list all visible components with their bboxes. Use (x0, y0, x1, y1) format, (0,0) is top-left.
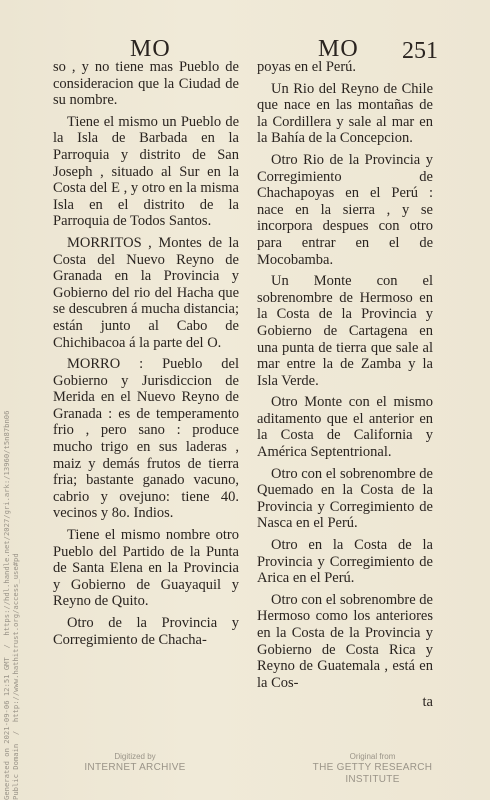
paragraph: Un Monte con el sobrenombre de Hermoso en la Costa de la Provincia y Gobierno de Cartagena en una punta de tierra que sale al mar entre la de Zamba y la Isla Verde. (257, 273, 433, 389)
paragraph: Otro en la Costa de la Provincia y Corregimiento de Arica en el Perú. (257, 537, 433, 587)
paragraph: Tiene el mismo un Pueblo de la Isla de Barbada en la Parroquia y distrito de San Joseph , situado al Sur en la Costa del E , y otro en la misma Isla en el distrito de la Parroquia de Todos Santos. (53, 113, 239, 230)
paragraph: Otro Rio de la Provincia y Corregimiento de Chachapoyas en el Perú : nace en la sierra , y se incorpora despues con otro para entrar en el de Mocobamba. (257, 151, 433, 268)
getty-institute-label: THE GETTY RESEARCH INSTITUTE (312, 762, 433, 785)
paragraph: so , y no tiene mas Pueblo de consideracion que la Ciudad de su nombre. (53, 59, 239, 109)
paragraph: MORRITOS , Montes de la Costa del Nuevo Reyno de Granada en la Provincia y Gobierno del rio del Hacha que se descubren á mucha distancia; están junto al Cabo de Chichibacoa á la parte del O. (53, 234, 240, 351)
paragraph: MORRO : Pueblo del Gobierno y Jurisdiccion de Merida en el Nuevo Reyno de Granada : es de temperamento frio , pero sano : produce mucho trigo en sus laderas , maiz y demás frutos de tierra fria; bastante ganado vacuno, cabrio y ovejuno: tiene 40. vecinos y 8o. Indios. (53, 356, 239, 522)
paragraph: Un Rio del Reyno de Chile que nace en las montañas de la Cordillera y sale al mar en la Bahía de la Concepcion. (257, 80, 433, 147)
internet-archive-label: INTERNET ARCHIVE (84, 762, 186, 773)
running-head-right: MO (318, 36, 359, 62)
paragraph: Otro de la Provincia y Corregimiento de Chacha- (53, 615, 239, 648)
right-column (257, 59, 433, 711)
running-head-left: MO (130, 36, 171, 62)
page-number: 251 (402, 38, 438, 64)
catchword: ta (422, 694, 433, 711)
digitization-footer (0, 752, 490, 792)
paragraph: Otro con el sobrenombre de Hermoso como los anteriores en la Costa de la Provincia y Gobierno de Costa Rica y Reyno de Guatemala , está en la Cos- (257, 591, 433, 691)
paragraph: Otro Monte con el mismo aditamento que el anterior en la Costa de California y América Septentrional. (257, 394, 433, 461)
digitized-by-credit (60, 752, 210, 774)
paragraph: poyas en el Perú. (257, 59, 357, 75)
paragraph: Otro con el sobrenombre de Quemado en la Costa de la Provincia y Corregimiento de Nasca en el Perú. (257, 465, 433, 532)
original-from-credit (285, 752, 460, 786)
paragraph: Tiene el mismo nombre otro Pueblo del Partido de la Punta de Santa Elena en la Provincia y Gobierno de Guayaquil y Reyno de Quito. (53, 527, 239, 610)
left-column (53, 59, 239, 653)
hathitrust-watermark: Generated on 2021-09-06 12:51 GMT / https://hdl.handle.net/2027/gri.ark:/13960/t5n87bn06 Public Domain / http://www.hathitrust.org/access_use#pd (2, 410, 20, 800)
digitized-by-label: Digitized by (114, 752, 156, 761)
original-from-label: Original from (349, 752, 396, 761)
